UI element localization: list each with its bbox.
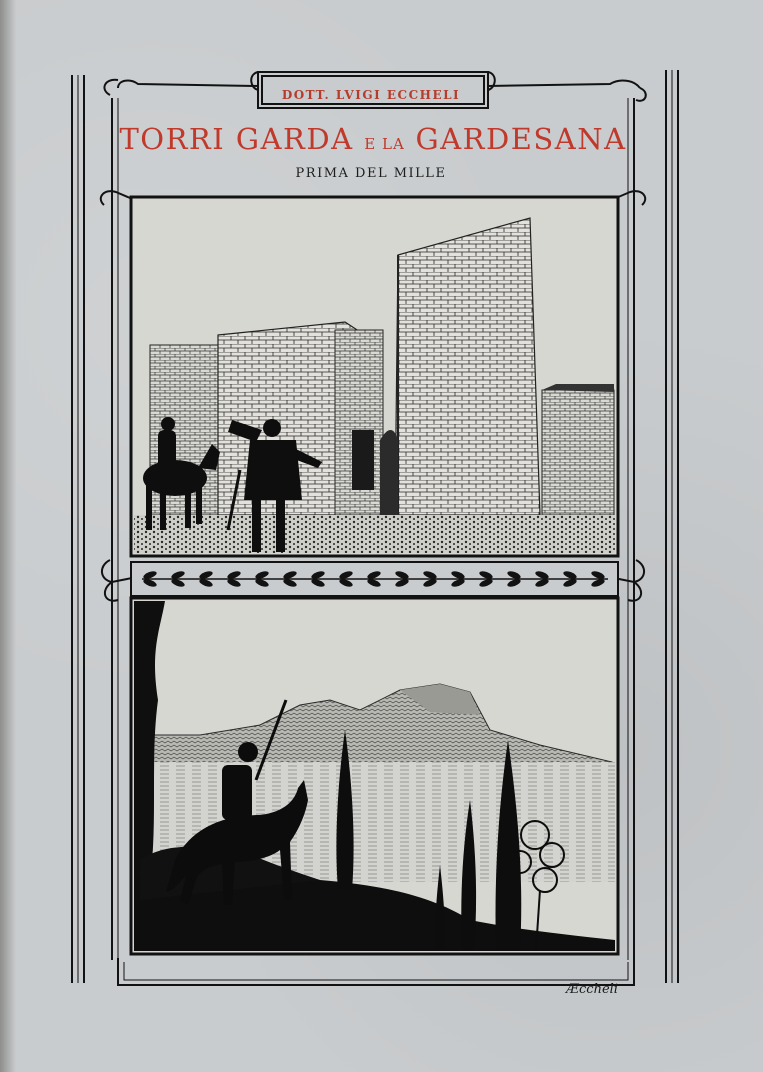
book-title — [112, 122, 634, 164]
title-connector: E LA — [364, 135, 405, 153]
bottom-illustration — [134, 601, 615, 951]
title-part-2: GARDESANA — [415, 122, 627, 156]
author-name: DOTT. LVIGI ECCHELI — [281, 88, 461, 102]
laurel-divider — [131, 562, 618, 596]
artist-signature: Æccheli — [566, 982, 618, 997]
title-part-1: TORRI GARDA — [119, 122, 354, 156]
top-illustration — [134, 200, 615, 553]
book-subtitle: PRIMA DEL MILLE — [295, 166, 447, 181]
